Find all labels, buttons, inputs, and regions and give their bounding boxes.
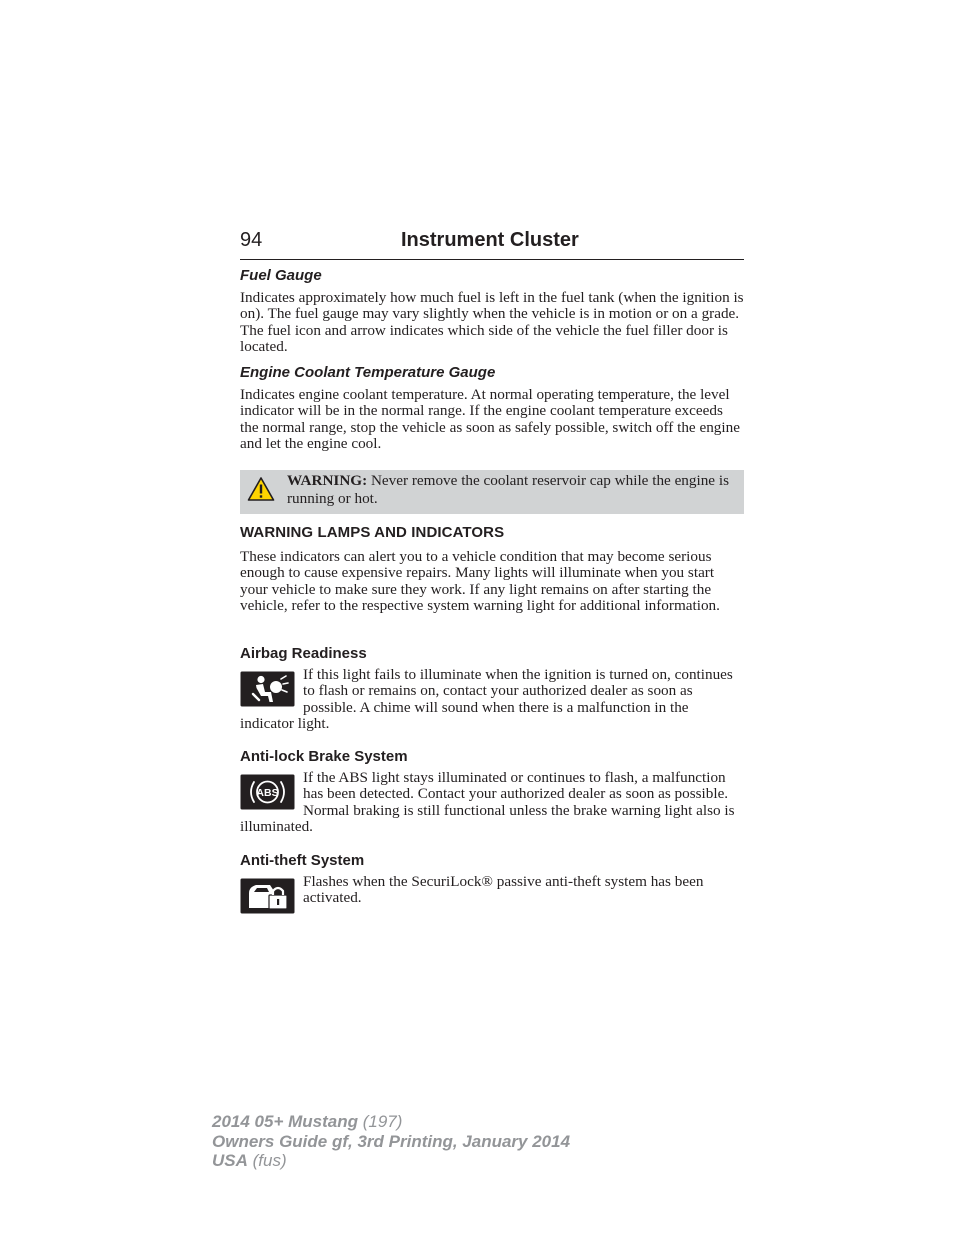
page-number: 94 <box>240 229 263 251</box>
footer-model: 2014 05+ Mustang <box>212 1112 358 1131</box>
page-header <box>240 229 744 260</box>
fuel-gauge-section <box>240 267 744 356</box>
footer-market: USA <box>212 1151 248 1170</box>
coolant-gauge-section <box>240 364 744 453</box>
airbag-heading: Airbag Readiness <box>240 645 367 662</box>
airbag-section <box>240 645 744 733</box>
airbag-icon <box>240 671 295 707</box>
warning-triangle-icon <box>247 476 275 502</box>
antitheft-heading: Anti-theft System <box>240 852 365 869</box>
warning-lamps-text: These indicators can alert you to a vehicle condition that may become serious enough to cause expensive repairs. Many lights will illuminate when you start your vehicle to make sure they work. If any light remains on after starting the vehicle, refer to the respective system warning light for additional information. <box>240 548 720 615</box>
page-footer <box>212 1112 570 1171</box>
warning-lamps-section <box>240 524 744 615</box>
abs-icon <box>240 774 295 810</box>
warning-message: Never remove the coolant reservoir cap while the engine is running or hot. <box>287 472 729 507</box>
warning-label: WARNING: <box>287 472 368 489</box>
coolant-gauge-text: Indicates engine coolant temperature. At normal operating temperature, the level indicator will be in the normal range. If the engine coolant temperature exceeds the normal range, stop the vehicle as soon as safely possible, switch off the engine and let the engine cool. <box>240 386 740 453</box>
coolant-gauge-heading: Engine Coolant Temperature Gauge <box>240 364 496 381</box>
footer-guide-info: Owners Guide gf, 3rd Printing, January 2014 <box>212 1131 571 1151</box>
antitheft-icon <box>240 878 295 914</box>
antitheft-section <box>240 852 744 916</box>
warning-lamps-heading: WARNING LAMPS AND INDICATORS <box>240 524 505 541</box>
warning-text-block <box>287 472 737 508</box>
airbag-text: If this light fails to illuminate when the ignition is turned on, continues to flash or remains on, contact your authorized dealer as soon as possible. A chime will sound when there is a malfunction in the indicator light. <box>240 666 733 733</box>
fuel-gauge-text: Indicates approximately how much fuel is left in the fuel tank (when the ignition is on). The fuel gauge may vary slightly when the vehicle is in motion or on a grade. The fuel icon and arrow indicates which side of the vehicle the fuel filler door is located. <box>240 289 744 356</box>
fuel-gauge-heading: Fuel Gauge <box>240 267 322 284</box>
footer-market-code: (fus) <box>247 1151 287 1170</box>
abs-icon-label: ABS <box>256 787 279 799</box>
abs-text: If the ABS light stays illuminated or continues to flash, a malfunction has been detected. Contact your authorized dealer as soon as possible. Normal braking is still functional unless the brake warning light also is illuminated. <box>240 769 735 836</box>
warning-box <box>240 470 744 514</box>
abs-heading: Anti-lock Brake System <box>240 748 408 765</box>
page-title: Instrument Cluster <box>401 229 579 251</box>
footer-model-code: (197) <box>358 1112 403 1131</box>
antitheft-text: Flashes when the SecuriLock® passive anti-theft system has been activated. <box>303 873 704 907</box>
abs-section <box>240 748 744 836</box>
